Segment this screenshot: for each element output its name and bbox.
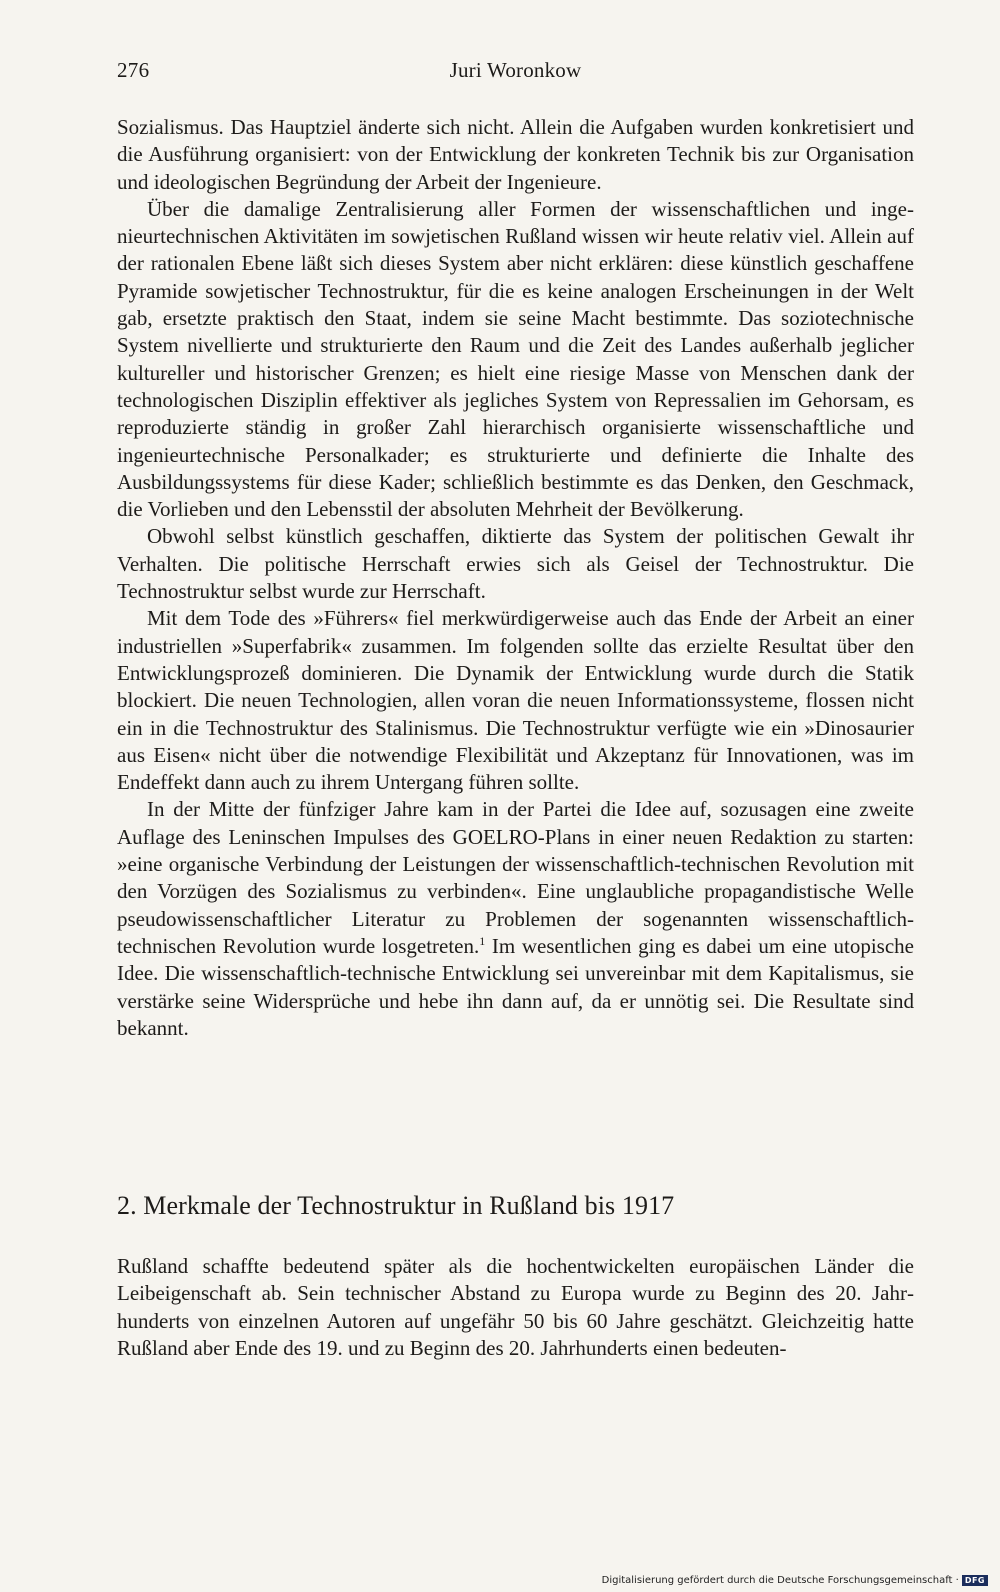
credit-text: Digitalisierung gefördert durch die Deutsche Forschungsgemeinschaft · (601, 1575, 959, 1586)
paragraph: Sozialismus. Das Hauptziel änderte sich nicht. Allein die Aufgaben wurden konkretisiert und die Ausführung organisiert: von der Entwicklung der konkreten Technik bis zur Organisation und ideologischen Begründung der Arbeit der Ingenieure. (117, 115, 914, 194)
digitization-credit (602, 1575, 988, 1586)
section-heading-block (117, 1191, 914, 1221)
dfg-logo: DFG (962, 1575, 988, 1586)
paragraph-text: In der Mitte der fünfziger Jahre kam in der Partei die Idee auf, sozusagen eine zweite Auflage des Leninschen Impulses des GOELRO-Plans in einer neuen Redaktion zu starten: »eine organische Verbindung der Leistungen der wissenschaftlich-technischen Revolution mit den Vorzügen des Sozialismus zu verbinden«. Eine unglaubliche propagandistische Welle pseudowissenschaftlicher Literatur zu Problemen der sogenannten wissenschaftlich-technischen Revolution wurde losgetreten. (117, 797, 914, 958)
section-heading: 2. Merkmale der Technostruktur in Rußland bis 1917 (117, 1191, 675, 1220)
paragraph: Rußland schaffte bedeutend später als die hochentwickelten europäischen Länder die Leibeigenschaft ab. Sein technischer Abstand zu Europa wurde zu Beginn des 20. Jahrhunderts von einzelnen Autoren auf ungefähr 50 bis 60 Jahre geschätzt. Gleichzeitig hatte Rußland aber Ende des 19. und zu Beginn des 20. Jahrhunderts einen bedeuten- (117, 1254, 914, 1360)
paragraph: Über die damalige Zentralisierung aller Formen der wissenschaftlichen und ingenieurtechnischen Aktivitäten im sowjetischen Rußland wissen wir heute relativ viel. Allein auf der rationalen Ebene läßt sich dieses System aber nicht erklären: diese künstlich geschaffene Pyramide sowjetischer Technostruktur, für die es keine analogen Erscheinungen in der Welt gab, ersetzte praktisch den Staat, indem sie seine Macht bestimmte. Das soziotechnische System nivellierte und strukturierte den Raum und die Zeit des Landes außerhalb jeglicher kultureller und historischer Grenzen; es hielt eine riesige Masse von Menschen dank der technologischen Disziplin effektiver als jegliches System von Repressalien im Gehorsam, es reproduzierte ständig in großer Zahl hierarchisch organisierte wissenschaftliche und ingenieurtechnische Personalkader; es strukturierte und definierte die Inhalte des Ausbildungssystems für diese Kader; schließlich bestimmte es das Denken, den Geschmack, die Vorlieben und den Lebensstil der absoluten Mehrheit der Bevölkerung. (117, 196, 914, 522)
page-header (117, 58, 914, 88)
footnote-marker: 1 (479, 933, 486, 948)
paragraph: Obwohl selbst künstlich geschaffen, diktierte das System der politischen Gewalt ihr Verhalten. Die politische Herrschaft erwies sich als Geisel der Technostruktur. Die Technostruktur selbst wurde zur Herrschaft. (117, 524, 914, 604)
paragraph: Mit dem Tode des »Führers« fiel merkwürdigerweise auch das Ende der Arbeit an einer industriellen »Superfabrik« zusammen. Im folgenden sollte das erzielte Resultat über den Entwicklungsprozeß dominieren. Die Dynamik der Entwicklung wurde durch die Statik blockiert. Die neuen Technologien, allen voran die neuen Informationssysteme, flossen nicht ein in die Technostruktur des Stalinismus. Die Technostruktur verfügte wie ein »Dinosaurier aus Eisen« nicht über die notwendige Flexibilität und Akzeptanz für Innovationen, was im Endeffekt dann auch zu ihrem Untergang führen sollte. (117, 606, 914, 795)
section-body-text (117, 1253, 914, 1362)
page-number: 276 (117, 58, 150, 82)
paragraph-with-footnote (117, 796, 914, 1042)
running-head: Juri Woronkow (449, 58, 582, 82)
body-text (117, 114, 914, 1042)
paragraph-text-continued: Im wesentlichen ging es dabei um eine utopische Idee. Die wissenschaftlich-technische Entwicklung sei unvereinbar mit dem Kapitalismus, sie verstärke seine Widersprüche und hebe ihn dann auf, da er unnötig sei. Die Resultate sind bekannt. (117, 933, 914, 1040)
